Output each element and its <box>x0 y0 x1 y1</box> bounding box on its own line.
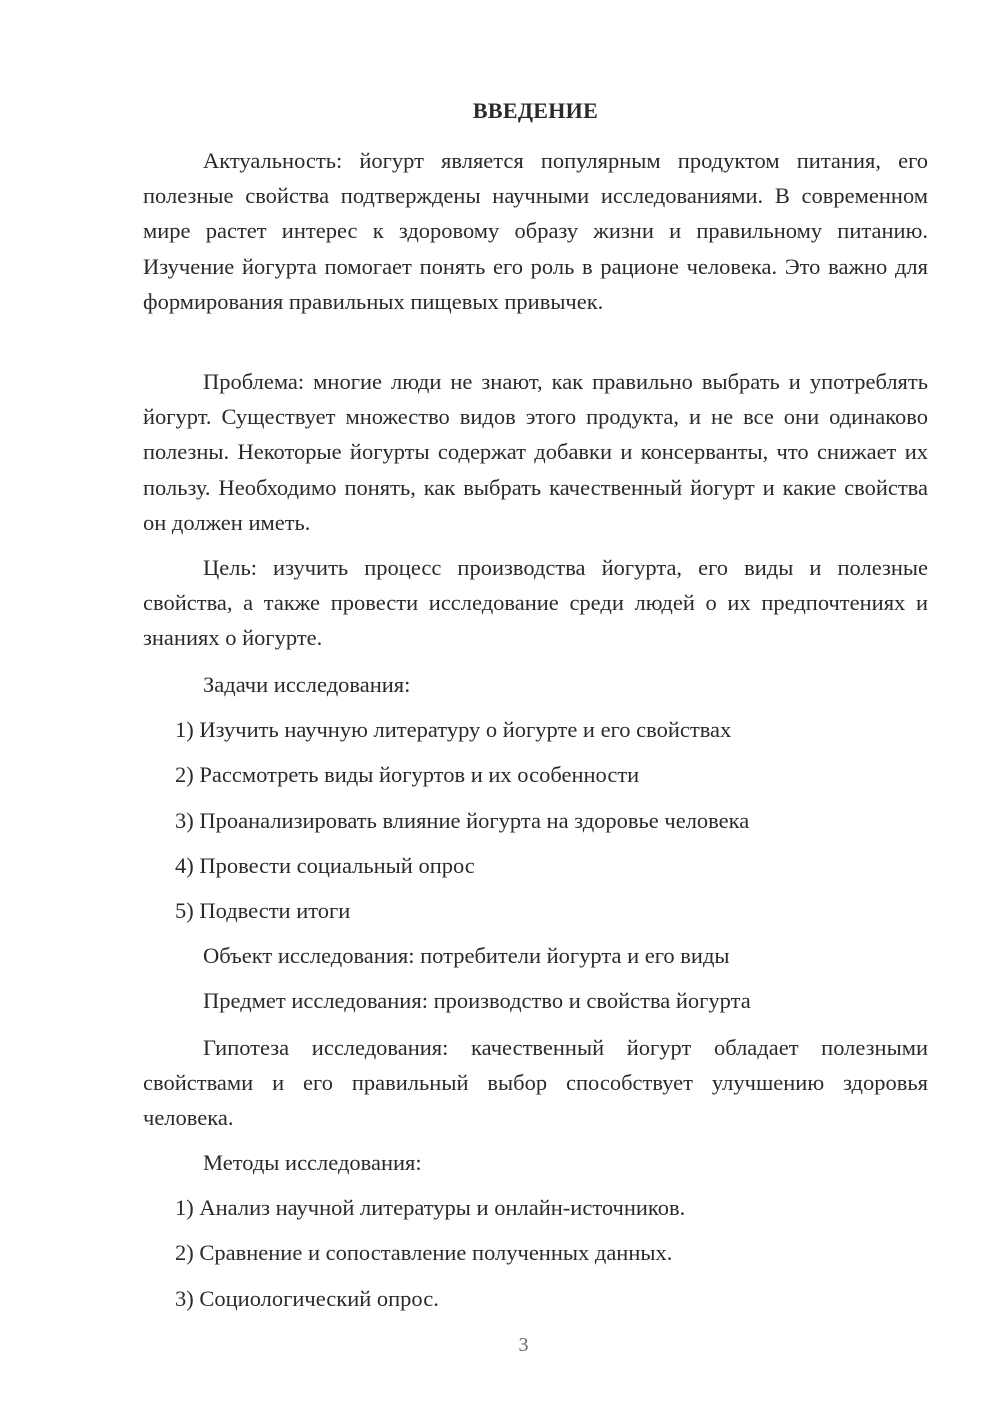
relevance-paragraph: Актуальность: йогурт является популярным продуктом питания, его полезные свойства подтверждены научными исследованиями. В современном мире растет интерес к здоровому образу жизни и правильному питанию. Изучение йогурта помогает понять его роль в рационе человека. Это важно для формирования правильных пищевых привычек. <box>143 148 928 314</box>
method-item: 1) Анализ научной литературы и онлайн-источников. <box>175 1195 686 1220</box>
page-number: 3 <box>518 1334 529 1356</box>
problem-paragraph: Проблема: многие люди не знают, как правильно выбрать и употреблять йогурт. Существует множество видов этого продукта, и не все они одинаково полезны. Некоторые йогурты содержат добавки и консерванты, что снижает их пользу. Необходимо понять, как выбрать качественный йогурт и какие свойства он должен иметь. <box>143 369 928 535</box>
tasks-heading: Задачи исследования: <box>203 672 411 697</box>
task-item: 5) Подвести итоги <box>175 898 351 923</box>
method-item: 3) Социологический опрос. <box>175 1286 439 1311</box>
methods-heading: Методы исследования: <box>203 1150 422 1175</box>
task-item: 1) Изучить научную литературу о йогурте и его свойствах <box>175 717 732 742</box>
section-title: ВВЕДЕНИЕ <box>472 98 599 123</box>
task-item: 2) Рассмотреть виды йогуртов и их особенности <box>175 762 640 787</box>
task-item: 4) Провести социальный опрос <box>175 853 475 878</box>
hypothesis-paragraph: Гипотеза исследования: качественный йогурт обладает полезными свойствами и его правильный выбор способствует улучшению здоровья человека. <box>143 1035 928 1131</box>
research-object: Объект исследования: потребители йогурта и его виды <box>203 943 730 968</box>
goal-paragraph: Цель: изучить процесс производства йогурта, его виды и полезные свойства, а также провести исследование среди людей о их предпочтениях и знаниях о йогурте. <box>143 555 928 651</box>
task-item: 3) Проанализировать влияние йогурта на здоровье человека <box>175 808 750 833</box>
method-item: 2) Сравнение и сопоставление полученных данных. <box>175 1240 673 1265</box>
research-subject: Предмет исследования: производство и свойства йогурта <box>203 988 751 1013</box>
